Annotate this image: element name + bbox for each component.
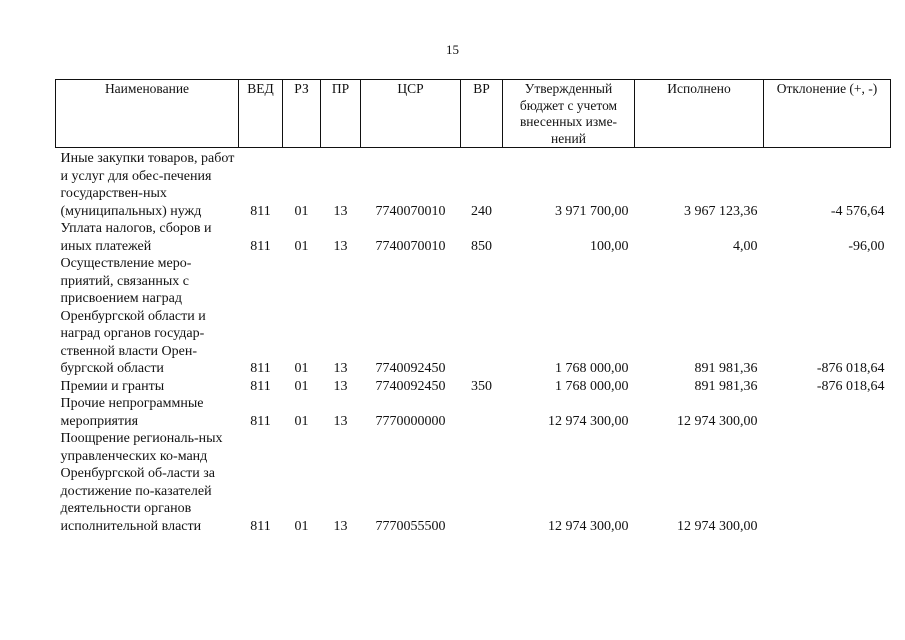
row-csr: 7740070010 [375,203,446,219]
row-vr [461,395,503,430]
row-csr: 7740070010 [375,238,446,254]
row-rz: 01 [294,378,309,394]
row-vr: 350 [471,378,492,394]
row-pr: 13 [333,238,348,254]
table-row [56,255,891,378]
row-vr [461,255,503,378]
row-csr: 7740092450 [375,378,446,394]
row-approved: 12 974 300,00 [548,413,629,429]
row-ved: 811 [250,238,271,254]
row-approved: 100,00 [590,238,629,254]
row-ved: 811 [250,413,271,429]
row-executed: 891 981,36 [694,378,758,394]
table-row [56,430,891,535]
row-pr: 13 [333,518,348,534]
row-vr: 850 [471,238,492,254]
header-rz: РЗ [283,80,321,148]
row-executed: 12 974 300,00 [677,413,758,429]
row-rz: 01 [294,238,309,254]
table-row [56,148,891,221]
header-deviation: Отклонение (+, -) [764,80,891,148]
header-ved: ВЕД [239,80,283,148]
row-name: Осуществление меро-приятий, связанных с присвоением наград Оренбургской области и наград органов государ-ственной власти Орен-бургской области [60,256,206,376]
row-csr: 7770000000 [375,413,446,429]
row-pr: 13 [333,378,348,394]
table-row [56,378,891,396]
row-name: Иные закупки товаров, работ и услуг для обес-печения государствен-ных (муниципальных) нужд [60,151,235,219]
header-vr: ВР [461,80,503,148]
row-deviation [764,395,891,430]
row-vr [461,430,503,535]
budget-execution-table [55,79,891,535]
row-ved: 811 [250,378,271,394]
row-rz: 01 [294,203,309,219]
row-executed: 891 981,36 [694,361,758,376]
row-deviation: -876 018,64 [816,378,885,394]
row-executed: 3 967 123,36 [684,203,758,219]
row-csr: 7740092450 [375,361,446,376]
table-row [56,395,891,430]
row-deviation [764,430,891,535]
row-rz: 01 [294,361,309,376]
header-approved: Утвержденный бюджет с учетом внесенных изме-нений [503,80,635,148]
row-pr: 13 [333,413,348,429]
row-deviation: -4 576,64 [830,203,885,219]
row-approved: 1 768 000,00 [555,361,629,376]
row-rz: 01 [294,413,309,429]
row-vr: 240 [471,203,492,219]
header-csr: ЦСР [361,80,461,148]
row-executed: 4,00 [733,238,758,254]
row-pr: 13 [333,203,348,219]
table-row [56,220,891,255]
page-number: 15 [446,42,459,57]
row-rz: 01 [294,518,309,534]
header-executed: Исполнено [635,80,764,148]
header-pr: ПР [321,80,361,148]
row-name: Поощрение региональ-ных управленческих ко-манд Оренбургской об-ласти за достижение по-казателей деятельности органов исполнительной власти [60,431,223,534]
table-header-row [56,80,891,148]
row-name: Премии и гранты [60,378,165,394]
row-ved: 811 [250,203,271,219]
header-name: Наименование [56,80,239,148]
row-csr: 7770055500 [375,518,446,534]
row-name: Уплата налогов, сборов и иных платежей [60,221,212,254]
row-approved: 12 974 300,00 [548,518,629,534]
row-ved: 811 [250,361,271,376]
row-ved: 811 [250,518,271,534]
row-approved: 1 768 000,00 [555,378,629,394]
row-name: Прочие непрограммные мероприятия [60,396,204,429]
row-approved: 3 971 700,00 [555,203,629,219]
row-deviation: -96,00 [848,238,885,254]
row-deviation: -876 018,64 [816,361,885,376]
row-pr: 13 [333,361,348,376]
row-executed: 12 974 300,00 [677,518,758,534]
